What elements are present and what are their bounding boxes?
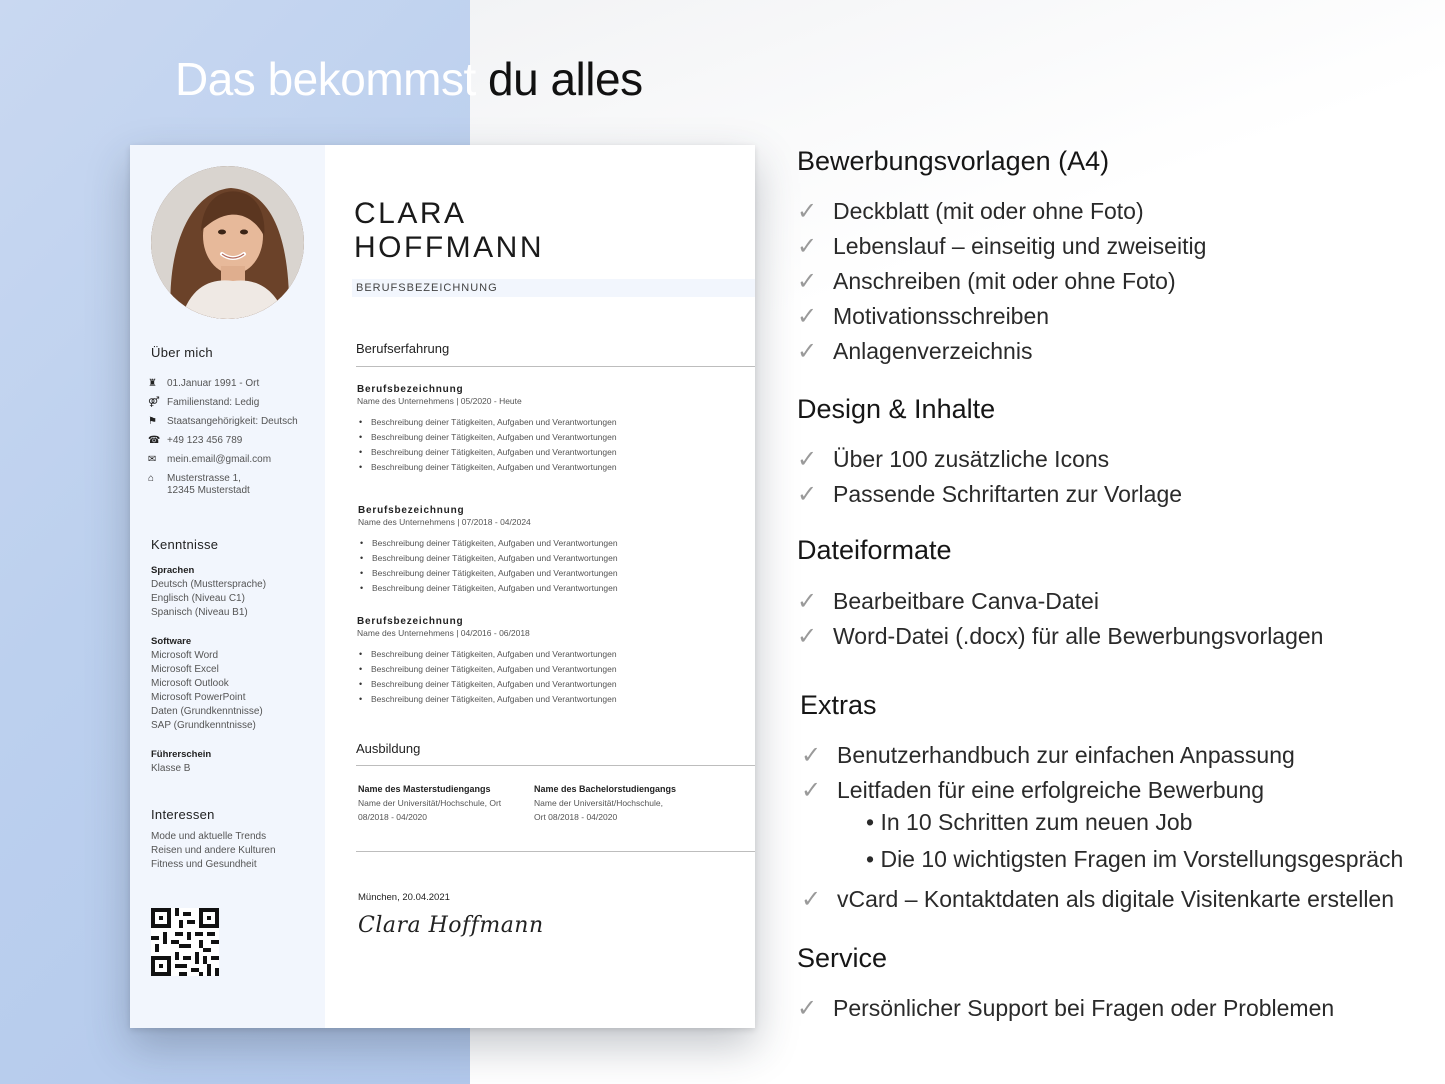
feature-item: ✓ Persönlicher Support bei Fragen oder Problemen (797, 995, 1335, 1022)
check-icon: ✓ (797, 268, 818, 295)
headline-white: Das bekommst (175, 53, 476, 105)
qr-code (151, 908, 219, 976)
about-item: ⌂ Musterstrasse 1, 12345 Musterstadt (148, 473, 250, 496)
feature-item: ✓ Leitfaden für eine erfolgreiche Bewerbung (801, 777, 1265, 804)
section-heading: Service (797, 943, 888, 973)
check-icon: ✓ (801, 886, 822, 913)
job-bullet: • Beschreibung deiner Tätigkeiten, Aufgaben und Verantwortungen (371, 445, 747, 460)
check-icon: ✓ (797, 233, 818, 260)
feature-item: ✓ Anlagenverzeichnis (797, 338, 1033, 365)
divider (356, 851, 755, 852)
headline-dark: du alles (488, 53, 643, 105)
job-bullet: • Beschreibung deiner Tätigkeiten, Aufgaben und Verantwortungen (372, 551, 748, 566)
divider (356, 366, 755, 367)
feature-item: ✓ Bearbeitbare Canva-Datei (797, 588, 1099, 615)
feature-subitem: • Die 10 wichtigsten Fragen im Vorstellungsgespräch (866, 846, 1404, 872)
software-block: Software Microsoft Word Microsoft Excel Microsoft Outlook Microsoft PowerPoint Daten (Grundkenntnisse) SAP (Grundkenntnisse) (151, 636, 263, 731)
languages-block: Sprachen Deutsch (Musttersprache) Englisch (Niveau C1) Spanisch (Niveau B1) (151, 565, 267, 618)
feature-item: ✓ Benutzerhandbuch zur einfachen Anpassung (801, 742, 1295, 769)
job-bullet: • Beschreibung deiner Tätigkeiten, Aufgaben und Verantwortungen (371, 692, 747, 707)
job-bullet: • Beschreibung deiner Tätigkeiten, Aufgaben und Verantwortungen (371, 415, 747, 430)
cake-icon: ♜ (148, 378, 157, 389)
job-bullet: • Beschreibung deiner Tätigkeiten, Aufgaben und Verantwortungen (371, 460, 747, 475)
feature-subitem: • In 10 Schritten zum neuen Job (866, 809, 1193, 835)
interests-heading: Interessen (151, 807, 215, 822)
check-icon: ✓ (801, 777, 822, 804)
job-bullet: • Beschreibung deiner Tätigkeiten, Aufgaben und Verantwortungen (371, 430, 747, 445)
section-heading: Design & Inhalte (797, 394, 996, 424)
skills-heading: Kenntnisse (151, 537, 219, 552)
about-heading: Über mich (151, 345, 213, 360)
check-icon: ✓ (797, 995, 818, 1022)
job-bullet: • Beschreibung deiner Tätigkeiten, Aufgaben und Verantwortungen (371, 677, 747, 692)
job-bullet: • Beschreibung deiner Tätigkeiten, Aufgaben und Verantwortungen (372, 536, 748, 551)
check-icon: ✓ (797, 446, 818, 473)
feature-item: ✓ Motivationsschreiben (797, 303, 1050, 330)
license-block: Führerschein Klasse B (151, 749, 212, 774)
job-entry: Berufsbezeichnung Name des Unternehmens | 04/2016 - 06/2018 • Beschreibung deiner Tätigkeiten, Aufgaben und Verantwortungen • Beschreibung deiner Tätigkeiten, Aufgaben und Verantwortungen • Beschreibung deiner Tätigkeiten, Aufgaben und Verantwortungen • Beschreibung deiner Tätigkeiten, Aufgaben und Verantwortungen (357, 616, 747, 707)
rings-icon: ⚤ (148, 397, 160, 408)
profile-photo-illustration (151, 166, 304, 319)
education-heading: Ausbildung (356, 741, 421, 756)
education-entry: Name des Masterstudiengangs Name der Universität/Hochschule, Ort 08/2018 - 04/2020 (358, 784, 502, 822)
feature-item: ✓ Word-Datei (.docx) für alle Bewerbungsvorlagen (797, 623, 1324, 650)
job-bullet: • Beschreibung deiner Tätigkeiten, Aufgaben und Verantwortungen (372, 581, 748, 596)
experience-heading: Berufserfahrung (356, 341, 450, 356)
interests-list: Mode und aktuelle Trends Reisen und andere Kulturen Fitness und Gesundheit (151, 831, 276, 870)
cv-name: CLARA HOFFMANN (354, 197, 544, 264)
about-list (148, 378, 298, 503)
headline (175, 52, 643, 106)
feature-item: ✓ Passende Schriftarten zur Vorlage (797, 481, 1183, 508)
feature-item: ✓ Lebenslauf – einseitig und zweiseitig (797, 233, 1207, 260)
divider (356, 765, 755, 766)
job-bullet: • Beschreibung deiner Tätigkeiten, Aufgaben und Verantwortungen (371, 662, 747, 677)
cv-document (130, 145, 755, 1028)
flag-icon: ⚑ (148, 416, 157, 427)
section-heading: Dateiformate (797, 535, 952, 565)
check-icon: ✓ (797, 588, 818, 615)
check-icon: ✓ (797, 198, 818, 225)
check-icon: ✓ (797, 303, 818, 330)
job-title: BERUFSBEZEICHNUNG (356, 282, 498, 294)
home-icon: ⌂ (148, 473, 155, 484)
phone-icon: ☎ (148, 435, 161, 446)
job-entry: Berufsbezeichnung Name des Unternehmens | 07/2018 - 04/2024 • Beschreibung deiner Tätigkeiten, Aufgaben und Verantwortungen • Beschreibung deiner Tätigkeiten, Aufgaben und Verantwortungen • Beschreibung deiner Tätigkeiten, Aufgaben und Verantwortungen • Beschreibung deiner Tätigkeiten, Aufgaben und Verantwortungen (358, 505, 748, 596)
job-bullet: • Beschreibung deiner Tätigkeiten, Aufgaben und Verantwortungen (372, 566, 748, 581)
education-entry: Name des Bachelorstudiengangs Name der Universität/Hochschule, Ort 08/2018 - 04/2020 (534, 784, 677, 822)
check-icon: ✓ (797, 338, 818, 365)
about-item: ⚤ Familienstand: Ledig (148, 397, 260, 408)
check-icon: ✓ (801, 742, 822, 769)
mail-icon: ✉ (148, 454, 157, 465)
feature-item: ✓ Anschreiben (mit oder ohne Foto) (797, 268, 1176, 295)
feature-item: ✓ Über 100 zusätzliche Icons (797, 446, 1110, 473)
signature: Clara Hoffmann (358, 913, 544, 938)
feature-item: ✓ vCard – Kontaktdaten als digitale Visitenkarte erstellen (801, 886, 1395, 913)
about-item: ♜ 01.Januar 1991 - Ort (148, 378, 260, 389)
job-entry: Berufsbezeichnung Name des Unternehmens | 05/2020 - Heute • Beschreibung deiner Tätigkeiten, Aufgaben und Verantwortungen • Beschreibung deiner Tätigkeiten, Aufgaben und Verantwortungen • Beschreibung deiner Tätigkeiten, Aufgaben und Verantwortungen • Beschreibung deiner Tätigkeiten, Aufgaben und Verantwortungen (357, 384, 747, 475)
check-icon: ✓ (797, 623, 818, 650)
place-date: München, 20.04.2021 (358, 892, 450, 903)
about-item: ☎ +49 123 456 789 (148, 435, 243, 446)
job-bullet: • Beschreibung deiner Tätigkeiten, Aufgaben und Verantwortungen (371, 647, 747, 662)
section-heading: Bewerbungsvorlagen (A4) (797, 146, 1110, 176)
about-item: ✉ mein.email@gmail.com (148, 454, 272, 465)
feature-item: ✓ Deckblatt (mit oder ohne Foto) (797, 198, 1144, 225)
check-icon: ✓ (797, 481, 818, 508)
profile-photo (151, 166, 304, 319)
section-heading: Extras (800, 690, 877, 720)
about-item: ⚑ Staatsangehörigkeit: Deutsch (148, 416, 298, 427)
